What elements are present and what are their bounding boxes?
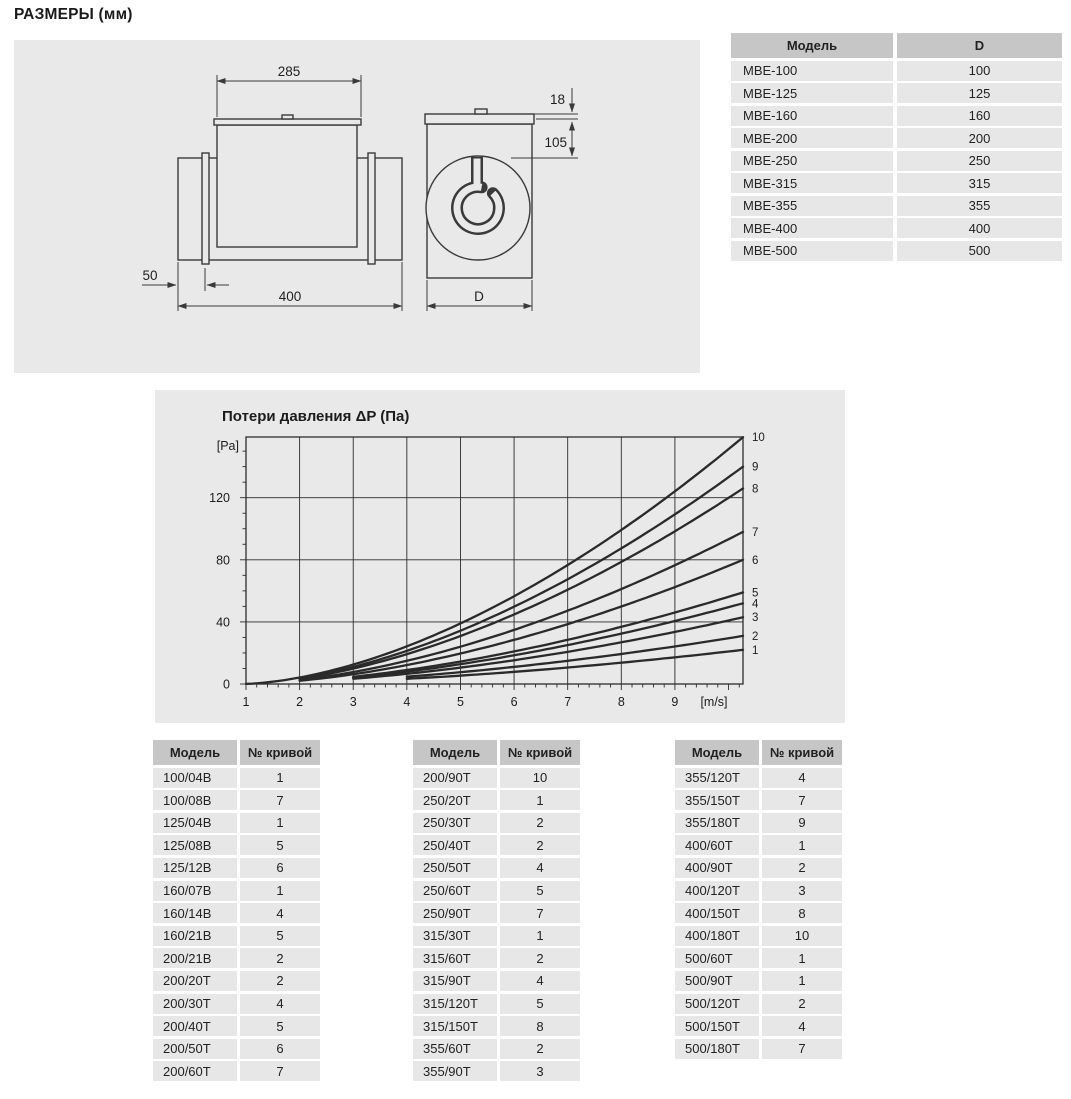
table-row xyxy=(153,881,320,901)
page-title: РАЗМЕРЫ (мм) xyxy=(14,6,133,23)
table-row xyxy=(153,790,320,810)
table-row xyxy=(413,881,580,901)
table-row xyxy=(675,1039,842,1059)
end-view-handle xyxy=(475,109,487,114)
model-cell: МВЕ-355 xyxy=(731,196,893,216)
curve-label-7: 7 xyxy=(752,526,759,539)
value-cell: 1 xyxy=(500,926,580,946)
value-cell: 9 xyxy=(762,813,842,833)
chart-title: Потери давления ΔP (Па) xyxy=(222,408,410,425)
model-cell: 125/04В xyxy=(153,813,237,833)
table-row xyxy=(153,926,320,946)
model-cell: 250/30Т xyxy=(413,813,497,833)
value-cell: 2 xyxy=(762,994,842,1014)
model-cell: МВЕ-125 xyxy=(731,83,893,103)
value-cell: 7 xyxy=(240,1061,320,1081)
curve-label-6: 6 xyxy=(752,554,759,567)
model-cell: 100/08В xyxy=(153,790,237,810)
table-header-row xyxy=(153,740,320,765)
table-row xyxy=(675,790,842,810)
model-cell: 315/150Т xyxy=(413,1016,497,1036)
table-row xyxy=(731,61,1062,81)
header-cell: № кривой xyxy=(500,740,580,765)
table-row xyxy=(731,106,1062,126)
value-cell: 4 xyxy=(240,903,320,923)
x-tick-label: 5 xyxy=(456,695,464,709)
value-cell: 500 xyxy=(897,241,1062,261)
x-tick-label: 4 xyxy=(403,695,411,709)
x-tick-label: 1 xyxy=(242,695,250,709)
curve-number-table-2 xyxy=(413,740,580,1084)
value-cell: 2 xyxy=(240,948,320,968)
header-cell: Модель xyxy=(153,740,237,765)
lid-handle xyxy=(282,115,293,119)
x-tick-label: 6 xyxy=(510,695,518,709)
x-tick-label: 3 xyxy=(349,695,357,709)
value-cell: 1 xyxy=(762,835,842,855)
table-row xyxy=(675,948,842,968)
table-row xyxy=(675,903,842,923)
model-cell: МВЕ-500 xyxy=(731,241,893,261)
curve-label-4: 4 xyxy=(752,598,759,611)
value-cell: 5 xyxy=(500,994,580,1014)
value-cell: 1 xyxy=(762,948,842,968)
table-row xyxy=(675,1016,842,1036)
value-cell: 3 xyxy=(500,1061,580,1081)
table-row xyxy=(675,813,842,833)
model-cell: 250/60Т xyxy=(413,881,497,901)
model-cell: 160/14В xyxy=(153,903,237,923)
table-row xyxy=(731,83,1062,103)
value-cell: 4 xyxy=(762,768,842,788)
table-header-row xyxy=(731,33,1062,58)
table-row xyxy=(731,128,1062,148)
model-cell: МВЕ-200 xyxy=(731,128,893,148)
table-row xyxy=(153,1039,320,1059)
value-cell: 8 xyxy=(500,1016,580,1036)
model-cell: 125/12В xyxy=(153,858,237,878)
value-cell: 5 xyxy=(500,881,580,901)
value-cell: 2 xyxy=(762,858,842,878)
table-header-row xyxy=(413,740,580,765)
model-cell: 315/120Т xyxy=(413,994,497,1014)
value-cell: 2 xyxy=(500,948,580,968)
header-cell: Модель xyxy=(731,33,893,58)
value-cell: 4 xyxy=(240,994,320,1014)
curve-label-1: 1 xyxy=(752,644,759,657)
model-cell: 500/60Т xyxy=(675,948,759,968)
table-row xyxy=(413,858,580,878)
table-row xyxy=(153,858,320,878)
duct-heater-technical-drawing xyxy=(14,40,700,373)
value-cell: 4 xyxy=(500,971,580,991)
model-cell: 200/90Т xyxy=(413,768,497,788)
value-cell: 100 xyxy=(897,61,1062,81)
value-cell: 2 xyxy=(500,813,580,833)
model-cell: 250/40Т xyxy=(413,835,497,855)
model-cell: 200/40Т xyxy=(153,1016,237,1036)
value-cell: 7 xyxy=(762,790,842,810)
model-cell: 400/180Т xyxy=(675,926,759,946)
model-cell: МВЕ-400 xyxy=(731,218,893,238)
curve-label-9: 9 xyxy=(752,461,759,474)
model-cell: МВЕ-100 xyxy=(731,61,893,81)
x-tick-label: 8 xyxy=(617,695,625,709)
model-cell: 200/60Т xyxy=(153,1061,237,1081)
table-row xyxy=(413,813,580,833)
table-row xyxy=(675,971,842,991)
table-row xyxy=(675,926,842,946)
y-tick-label: 80 xyxy=(216,553,230,568)
table-row xyxy=(413,971,580,991)
y-tick-label: 40 xyxy=(216,615,230,630)
model-diameter-table xyxy=(731,33,1062,263)
dim-label-105: 105 xyxy=(544,135,567,150)
dimensions-drawing-panel xyxy=(14,40,700,373)
table-row xyxy=(413,790,580,810)
dim-label-50: 50 xyxy=(142,268,158,283)
side-view xyxy=(142,64,402,311)
pressure-curve-4 xyxy=(353,603,743,677)
model-cell: 355/90Т xyxy=(413,1061,497,1081)
model-cell: 315/90Т xyxy=(413,971,497,991)
model-cell: 250/90Т xyxy=(413,903,497,923)
model-cell: 125/08В xyxy=(153,835,237,855)
table-row xyxy=(153,971,320,991)
table-row xyxy=(413,1061,580,1081)
value-cell: 125 xyxy=(897,83,1062,103)
value-cell: 400 xyxy=(897,218,1062,238)
table-row xyxy=(731,196,1062,216)
dim-label-400: 400 xyxy=(278,289,302,304)
table-row xyxy=(413,948,580,968)
table-row xyxy=(153,813,320,833)
value-cell: 2 xyxy=(240,971,320,991)
table-row xyxy=(413,994,580,1014)
dim-label-18: 18 xyxy=(549,92,565,107)
model-cell: 400/150Т xyxy=(675,903,759,923)
model-cell: 315/30Т xyxy=(413,926,497,946)
model-cell: 160/21В xyxy=(153,926,237,946)
value-cell: 1 xyxy=(500,790,580,810)
model-cell: 200/30Т xyxy=(153,994,237,1014)
model-cell: 400/120Т xyxy=(675,881,759,901)
curve-label-3: 3 xyxy=(752,612,759,625)
value-cell: 355 xyxy=(897,196,1062,216)
value-cell: 200 xyxy=(897,128,1062,148)
model-cell: 160/07В xyxy=(153,881,237,901)
value-cell: 1 xyxy=(762,971,842,991)
model-cell: 315/60Т xyxy=(413,948,497,968)
value-cell: 160 xyxy=(897,106,1062,126)
model-cell: МВЕ-250 xyxy=(731,151,893,171)
value-cell: 2 xyxy=(500,835,580,855)
value-cell: 6 xyxy=(240,858,320,878)
value-cell: 8 xyxy=(762,903,842,923)
table-row xyxy=(413,903,580,923)
terminal-box xyxy=(217,125,357,247)
header-cell: № кривой xyxy=(240,740,320,765)
curve-number-table-1 xyxy=(153,740,320,1084)
model-cell: 355/60Т xyxy=(413,1039,497,1059)
model-cell: 200/50Т xyxy=(153,1039,237,1059)
model-cell: 250/20Т xyxy=(413,790,497,810)
value-cell: 3 xyxy=(762,881,842,901)
value-cell: 10 xyxy=(500,768,580,788)
table-row xyxy=(675,835,842,855)
curve-label-10: 10 xyxy=(752,432,765,445)
model-cell: 200/21В xyxy=(153,948,237,968)
y-tick-label: 120 xyxy=(209,491,230,506)
end-view xyxy=(425,88,578,311)
model-cell: 355/180Т xyxy=(675,813,759,833)
table-header-row xyxy=(675,740,842,765)
table-row xyxy=(413,1016,580,1036)
table-row xyxy=(153,1016,320,1036)
value-cell: 6 xyxy=(240,1039,320,1059)
pressure-loss-chart-panel xyxy=(155,390,845,723)
header-cell: № кривой xyxy=(762,740,842,765)
table-row xyxy=(731,218,1062,238)
x-axis-unit-label: [m/s] xyxy=(700,695,728,709)
table-row xyxy=(153,903,320,923)
model-cell: 100/04В xyxy=(153,768,237,788)
model-cell: 400/90Т xyxy=(675,858,759,878)
value-cell: 7 xyxy=(500,903,580,923)
value-cell: 1 xyxy=(240,881,320,901)
model-cell: 250/50Т xyxy=(413,858,497,878)
model-cell: 500/120Т xyxy=(675,994,759,1014)
table-row xyxy=(413,768,580,788)
table-row xyxy=(413,835,580,855)
header-cell: Модель xyxy=(413,740,497,765)
model-cell: 355/120Т xyxy=(675,768,759,788)
dim-label-D: D xyxy=(474,289,484,304)
value-cell: 250 xyxy=(897,151,1062,171)
x-tick-label: 2 xyxy=(296,695,304,709)
value-cell: 1 xyxy=(240,768,320,788)
model-cell: 500/150Т xyxy=(675,1016,759,1036)
model-cell: 500/180Т xyxy=(675,1039,759,1059)
x-tick-label: 7 xyxy=(564,695,572,709)
model-cell: 355/150Т xyxy=(675,790,759,810)
curve-label-8: 8 xyxy=(752,483,759,496)
flange-ring-left xyxy=(202,153,209,264)
table-row xyxy=(153,835,320,855)
header-cell: D xyxy=(897,33,1062,58)
y-axis-unit-label: [Pa] xyxy=(216,439,239,453)
model-cell: 500/90Т xyxy=(675,971,759,991)
table-row xyxy=(153,768,320,788)
value-cell: 4 xyxy=(500,858,580,878)
curve-label-5: 5 xyxy=(752,587,759,600)
value-cell: 4 xyxy=(762,1016,842,1036)
flange-ring-right xyxy=(368,153,375,264)
model-cell: МВЕ-315 xyxy=(731,173,893,193)
table-row xyxy=(731,151,1062,171)
curve-label-2: 2 xyxy=(752,630,759,643)
end-view-lid xyxy=(425,114,534,124)
table-row xyxy=(413,926,580,946)
table-row xyxy=(413,1039,580,1059)
table-row xyxy=(153,1061,320,1081)
table-row xyxy=(153,994,320,1014)
x-tick-label: 9 xyxy=(671,695,679,709)
value-cell: 2 xyxy=(500,1039,580,1059)
header-cell: Модель xyxy=(675,740,759,765)
model-cell: 400/60Т xyxy=(675,835,759,855)
table-row xyxy=(675,881,842,901)
model-cell: 200/20Т xyxy=(153,971,237,991)
model-cell: МВЕ-160 xyxy=(731,106,893,126)
value-cell: 10 xyxy=(762,926,842,946)
value-cell: 5 xyxy=(240,926,320,946)
table-row xyxy=(731,173,1062,193)
table-row xyxy=(153,948,320,968)
value-cell: 315 xyxy=(897,173,1062,193)
table-row xyxy=(675,768,842,788)
value-cell: 5 xyxy=(240,1016,320,1036)
terminal-box-lid xyxy=(214,119,361,125)
value-cell: 7 xyxy=(240,790,320,810)
value-cell: 7 xyxy=(762,1039,842,1059)
curve-number-table-3 xyxy=(675,740,842,1061)
value-cell: 5 xyxy=(240,835,320,855)
table-row xyxy=(675,858,842,878)
table-row xyxy=(675,994,842,1014)
table-row xyxy=(731,241,1062,261)
y-tick-label: 0 xyxy=(223,677,230,692)
dim-label-285: 285 xyxy=(277,64,301,79)
pressure-loss-chart xyxy=(155,390,845,723)
value-cell: 1 xyxy=(240,813,320,833)
